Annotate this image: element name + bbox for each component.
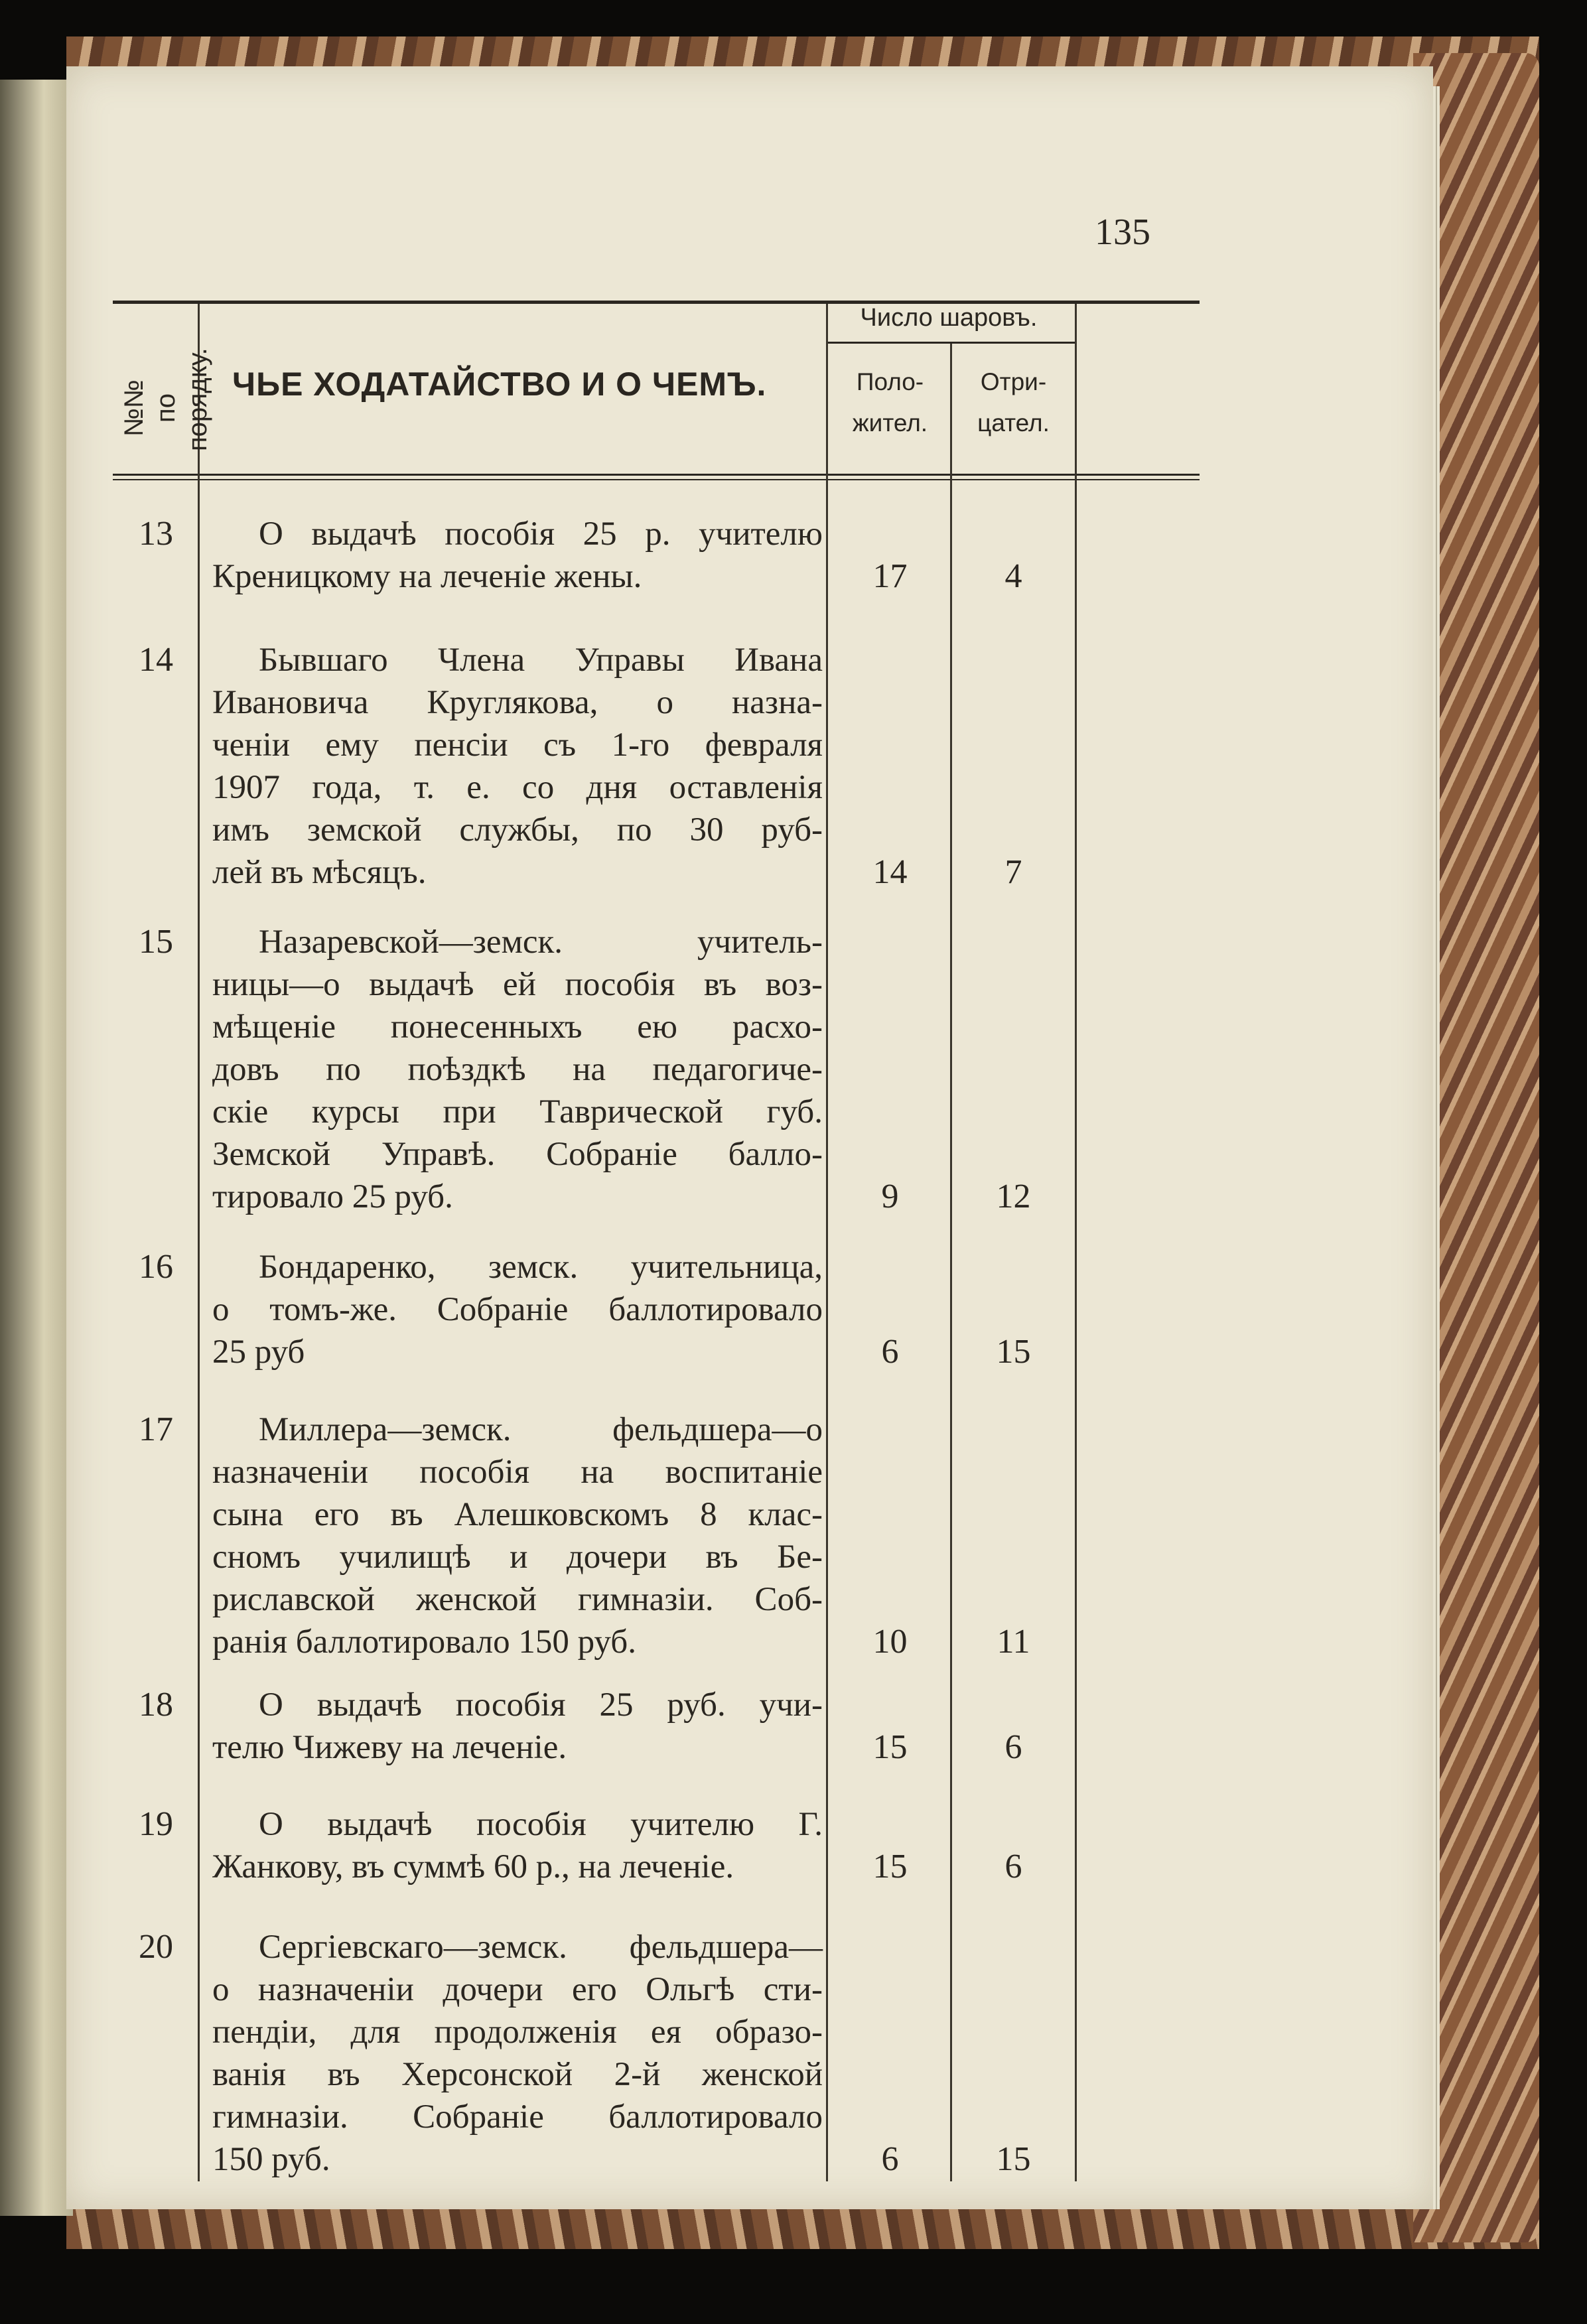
header-positive-line2: жител. bbox=[852, 409, 928, 437]
row-negative-count: 12 bbox=[996, 1178, 1031, 1215]
row-text-line: Ивановича Круглякова, о назна- bbox=[212, 684, 823, 721]
header-bottom-rule-2 bbox=[113, 479, 1200, 480]
row-text-line: о назначеніи дочери его Ольгѣ сти- bbox=[212, 1971, 823, 2008]
row-text-line: о томъ-же. Собраніе баллотировало bbox=[212, 1291, 823, 1328]
row-petition-text bbox=[212, 1684, 823, 1769]
row-text-line: пендіи, для продолженія ея образо- bbox=[212, 2014, 823, 2051]
row-number: 15 bbox=[139, 923, 173, 961]
row-text-line: довъ по поѣздкѣ на педагогиче- bbox=[212, 1051, 823, 1088]
header-number-line1: №№ по bbox=[119, 379, 180, 437]
row-text-line: Миллера—земск. фельдшера—о bbox=[259, 1411, 823, 1448]
row-text-line: мѣщеніе понесенныхъ ею расхо- bbox=[212, 1008, 823, 1046]
header-negative-line1: Отри- bbox=[980, 368, 1047, 395]
header-positive-column bbox=[832, 362, 948, 444]
row-petition-text bbox=[212, 513, 823, 598]
header-negative-column bbox=[955, 362, 1071, 444]
row-text-line: имъ земской службы, по 30 руб- bbox=[212, 811, 823, 849]
row-text-line: Бывшаго Члена Управы Ивана bbox=[259, 642, 823, 679]
row-negative-count: 15 bbox=[996, 2140, 1031, 2178]
row-number: 17 bbox=[139, 1410, 173, 1448]
row-number: 14 bbox=[139, 641, 173, 679]
header-negative-line2: цател. bbox=[977, 409, 1050, 437]
header-number-line2: порядку. bbox=[183, 348, 212, 451]
row-positive-count: 17 bbox=[872, 557, 908, 595]
row-positive-count: 6 bbox=[881, 1333, 899, 1371]
row-petition-text bbox=[212, 1246, 823, 1373]
header-positive-line1: Поло- bbox=[856, 368, 924, 395]
row-positive-count: 14 bbox=[872, 853, 908, 891]
row-petition-text bbox=[212, 921, 823, 1218]
row-petition-text bbox=[212, 1408, 823, 1663]
row-text-line: телю Чижеву на леченіе. bbox=[212, 1729, 567, 1766]
row-text-line: 25 руб bbox=[212, 1333, 305, 1371]
row-text-line: ченіи ему пенсіи съ 1-го февраля bbox=[212, 726, 823, 764]
row-positive-count: 6 bbox=[881, 2140, 899, 2178]
row-text-line: Жанкову, въ суммѣ 60 р., на леченіе. bbox=[212, 1848, 734, 1885]
row-negative-count: 15 bbox=[996, 1333, 1031, 1371]
row-text-line: Земской Управѣ. Собраніе балло- bbox=[212, 1136, 823, 1173]
row-text-line: ранія баллотировало 150 руб. bbox=[212, 1623, 636, 1661]
row-text-line: Сергіевскаго—земск. фельдшера— bbox=[259, 1929, 823, 1966]
row-text-line: лей въ мѣсяцъ. bbox=[212, 854, 427, 891]
header-balls-column: Число шаровъ. bbox=[860, 304, 1038, 332]
row-petition-text bbox=[212, 639, 823, 894]
row-text-line: Назаревской—земск. учитель- bbox=[259, 923, 823, 961]
row-text-line: Креницкому на леченіе жены. bbox=[212, 558, 642, 595]
row-text-line: ванія въ Херсонской 2-й женской bbox=[212, 2056, 823, 2093]
row-negative-count: 4 bbox=[1004, 557, 1022, 595]
row-negative-count: 6 bbox=[1004, 1728, 1022, 1766]
row-text-line: назначеніи пособія на воспитаніе bbox=[212, 1454, 823, 1491]
row-number: 18 bbox=[139, 1686, 173, 1724]
row-positive-count: 15 bbox=[872, 1848, 908, 1885]
row-number: 19 bbox=[139, 1805, 173, 1843]
row-text-line: 1907 года, т. е. со дня оставленія bbox=[212, 769, 823, 806]
row-positive-count: 9 bbox=[881, 1178, 899, 1215]
row-text-line: тировало 25 руб. bbox=[212, 1178, 453, 1215]
row-petition-text bbox=[212, 1803, 823, 1888]
row-text-line: сына его въ Алешковскомъ 8 клас- bbox=[212, 1496, 823, 1533]
row-number: 20 bbox=[139, 1928, 173, 1966]
page-number: 135 bbox=[1095, 212, 1150, 253]
header-number-column bbox=[118, 348, 214, 451]
row-text-line: О выдачѣ пособія 25 р. учителю bbox=[259, 515, 823, 553]
row-text-line: Бондаренко, земск. учительница, bbox=[259, 1249, 823, 1286]
row-text-line: гимназіи. Собраніе баллотировало bbox=[212, 2098, 823, 2136]
num-col-divider bbox=[198, 304, 200, 2181]
row-text-line: О выдачѣ пособія учителю Г. bbox=[259, 1806, 823, 1843]
row-negative-count: 7 bbox=[1004, 853, 1022, 891]
header-petition-column: ЧЬЕ ХОДАТАЙСТВО И О ЧЕМЪ. bbox=[232, 366, 767, 403]
header-bottom-rule bbox=[113, 474, 1200, 476]
row-text-line: О выдачѣ пособія 25 руб. учи- bbox=[259, 1686, 823, 1724]
row-text-line: скіе курсы при Таврической губ. bbox=[212, 1093, 823, 1130]
row-positive-count: 15 bbox=[872, 1728, 908, 1766]
row-text-line: сномъ училищѣ и дочери въ Бе- bbox=[212, 1538, 823, 1576]
row-negative-count: 6 bbox=[1004, 1848, 1022, 1885]
row-number: 13 bbox=[139, 515, 173, 553]
positive-col-divider bbox=[950, 344, 952, 2181]
row-negative-count: 11 bbox=[997, 1623, 1030, 1661]
facing-page-edge bbox=[0, 80, 73, 2216]
row-text-line: ницы—о выдачѣ ей пособія въ воз- bbox=[212, 966, 823, 1003]
row-positive-count: 10 bbox=[872, 1623, 908, 1661]
row-text-line: риславской женской гимназіи. Соб- bbox=[212, 1581, 823, 1618]
row-text-line: 150 руб. bbox=[212, 2141, 330, 2178]
row-petition-text bbox=[212, 1926, 823, 2181]
row-number: 16 bbox=[139, 1248, 173, 1286]
text-col-divider bbox=[826, 304, 828, 2181]
negative-col-divider bbox=[1075, 304, 1077, 2181]
